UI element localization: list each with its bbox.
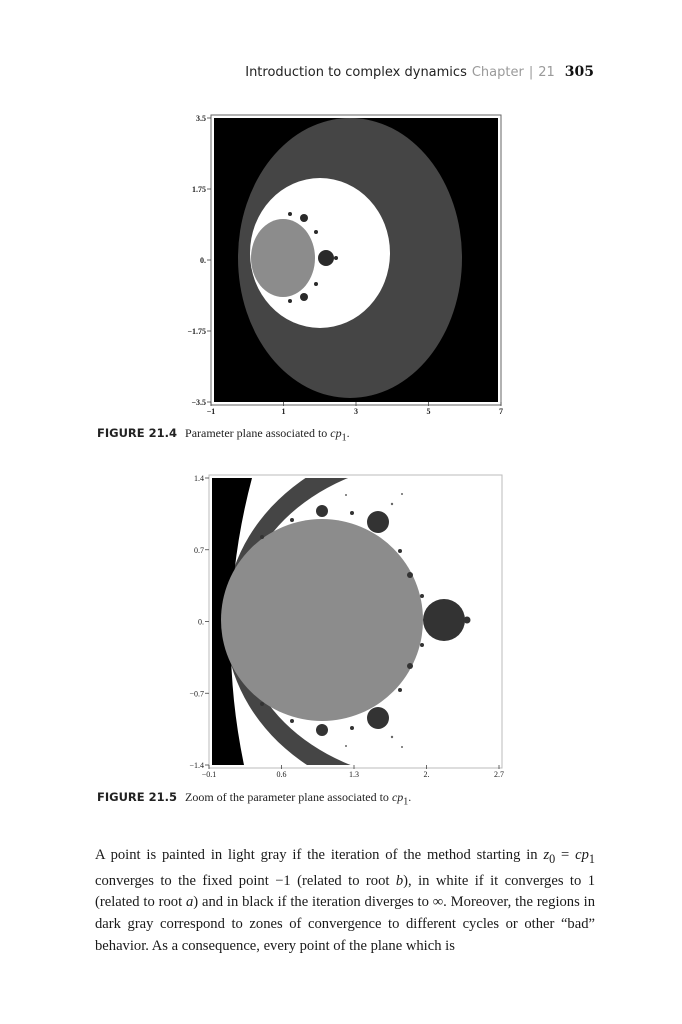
plot2-period-bulb — [345, 494, 347, 496]
plot2-x-tick-label: −0.1 — [201, 770, 217, 779]
plot2-x-tick-label: 2. — [423, 770, 430, 779]
running-head-chapter-number: 21 — [538, 65, 555, 80]
plot1-x-tick-label: 5 — [426, 407, 431, 416]
body-text-4: ) and in black if the iteration diverges to ∞. Moreover, the regions in dark gray correspond to zones of convergence to different cycles or other “bad” behavior. As a consequence, every point of the plane which is — [95, 894, 595, 954]
figure-21-4-number: FIGURE 21.4 — [97, 426, 178, 440]
running-head-title: Introduction to complex dynamics — [245, 65, 467, 80]
plot2-x-tick-label: 0.6 — [276, 770, 287, 779]
plot2-x-tick-label: 2.7 — [494, 770, 504, 779]
plot2-light-gray-bulb — [221, 519, 423, 721]
figure-21-4-caption-math: cp — [330, 426, 342, 440]
plot2-y-tick-label: 0. — [198, 617, 204, 627]
plot2-period-bulb — [391, 503, 393, 505]
body-math-a: a — [185, 894, 194, 911]
figure-21-5-caption-end: . — [408, 790, 412, 804]
running-head-chapter-label: Chapter — [471, 65, 524, 80]
figure-21-5-caption-math: cp — [391, 790, 404, 804]
plot2-period-bulb — [260, 535, 264, 539]
plot2-period-bulb — [420, 643, 424, 647]
figure-21-5-number: FIGURE 21.5 — [97, 790, 178, 804]
plot2-period-bulb — [401, 493, 403, 495]
figure-21-5-caption-sub: 1 — [403, 796, 409, 808]
plot2-period-bulb — [391, 736, 393, 738]
figure-21-4-caption-text: Parameter plane associated to — [185, 426, 328, 440]
plot2-y-tick-label: 0.7 — [194, 545, 204, 555]
body-text-3: ), in white if it converges to 1 (related to root — [95, 872, 595, 911]
plot1-x-tick-label: 7 — [499, 407, 503, 416]
page-number: 305 — [564, 64, 594, 80]
body-math-z-sub: 0 — [549, 851, 556, 866]
plot2-period-bulb — [316, 724, 328, 736]
figure-21-4-caption-sub: 1 — [341, 432, 347, 444]
figure-21-5-caption-text: Zoom of the parameter plane associated to — [185, 790, 389, 804]
body-paragraph — [95, 845, 595, 957]
plot1-y-tick-label: −1.75 — [187, 327, 206, 336]
body-math-eq: = — [555, 847, 576, 863]
plot2-y-tick-label: −1.4 — [189, 761, 204, 770]
plot1-y-tick-label: 3.5 — [196, 114, 206, 123]
plot2-period-bulb — [316, 505, 328, 517]
plot2-period-bulb — [345, 745, 347, 747]
body-math-z: z — [543, 847, 550, 863]
body-text-1: A point is painted in light gray if the iteration of the method starting in — [95, 847, 544, 863]
plot1-y-tick-label: 0. — [200, 256, 206, 265]
plot2-y-tick-label: 1.4 — [194, 474, 204, 483]
plot2-period-bulb — [407, 572, 413, 578]
plot1-y-tick-label: −3.5 — [191, 398, 206, 407]
plot2-period-bulb — [260, 702, 264, 706]
figure-21-4-caption-end: . — [346, 426, 350, 440]
plot2-period-bulb — [350, 511, 354, 515]
plot1-x-tick-label: 1 — [281, 407, 286, 416]
plot2-period-bulb — [290, 719, 294, 723]
plot2-period-bulb — [464, 617, 471, 624]
plot2-period-bulb — [367, 511, 389, 533]
running-head-separator: | — [528, 65, 534, 80]
plot2-period-bulb — [290, 518, 294, 522]
plot2-period-bulb — [398, 549, 402, 553]
body-math-cp-sub: 1 — [588, 851, 595, 866]
plot2-y-tick-label: −0.7 — [189, 689, 204, 699]
plot2-period-bulb — [401, 746, 403, 748]
plot2-x-tick-label: 1.3 — [349, 770, 359, 779]
body-math-cp: cp — [575, 847, 589, 863]
body-math-b: b — [395, 872, 404, 889]
figure-21-5-caption — [97, 790, 411, 807]
body-text-2: converges to the fixed point −1 (related to root — [95, 872, 396, 889]
plot2-period-bulb — [350, 726, 354, 730]
plot2-period-bulb — [367, 707, 389, 729]
plot2-period-bulb — [407, 663, 413, 669]
plot1-x-tick-label: −1 — [206, 407, 216, 416]
plot1-x-tick-label: 3 — [354, 407, 358, 416]
plot2-period-bulb — [423, 599, 465, 641]
plot2-period-bulb — [420, 594, 424, 598]
plot2-period-bulb — [398, 688, 402, 692]
plot1-y-tick-label: 1.75 — [192, 185, 206, 194]
